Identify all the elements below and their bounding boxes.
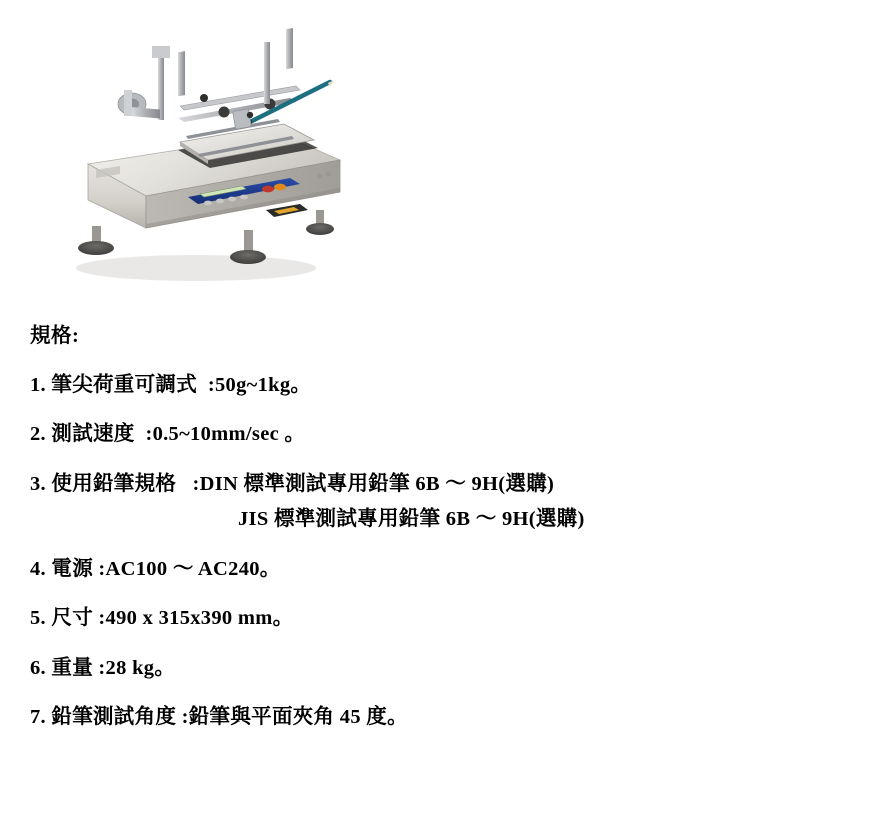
spec-item-6: 6. 重量 :28 kg。: [30, 656, 176, 679]
spec-item-7: 7. 鉛筆測試角度 :鉛筆與平面夾角 45 度。: [30, 706, 408, 729]
pencil-holder: [233, 109, 254, 130]
post-cap: [152, 46, 170, 58]
spec-item-1: 1. 筆尖荷重可調式 :50g~1kg。: [30, 373, 312, 396]
spec-item-2: 2. 測試速度 :0.5~10mm/sec 。: [30, 423, 306, 446]
orange-button: [274, 184, 286, 191]
photo-shadow: [76, 255, 316, 281]
spec-item-3: 3. 使用鉛筆規格 :DIN 標準測試專用鉛筆 6B ～ 9H(選購): [30, 472, 555, 495]
power-switch-box: [266, 204, 308, 217]
specification-block: [30, 325, 860, 756]
knob: [219, 107, 230, 118]
spec-item-4: 4. 電源 :AC100 ～ AC240。: [30, 557, 281, 580]
product-image-container: [28, 14, 358, 294]
test-pencil: [242, 80, 334, 126]
red-button: [262, 186, 274, 193]
knob: [200, 94, 208, 102]
spec-item-5: 5. 尺寸 :490 x 315x390 mm。: [30, 607, 294, 630]
load-weight-head: [118, 90, 160, 119]
spec-item-3-continuation: JIS 標準測試專用鉛筆 6B ～ 9H(選購): [238, 508, 585, 531]
spec-title: 規格:: [30, 325, 80, 347]
pencil-hardness-tester-photo: [28, 14, 358, 294]
